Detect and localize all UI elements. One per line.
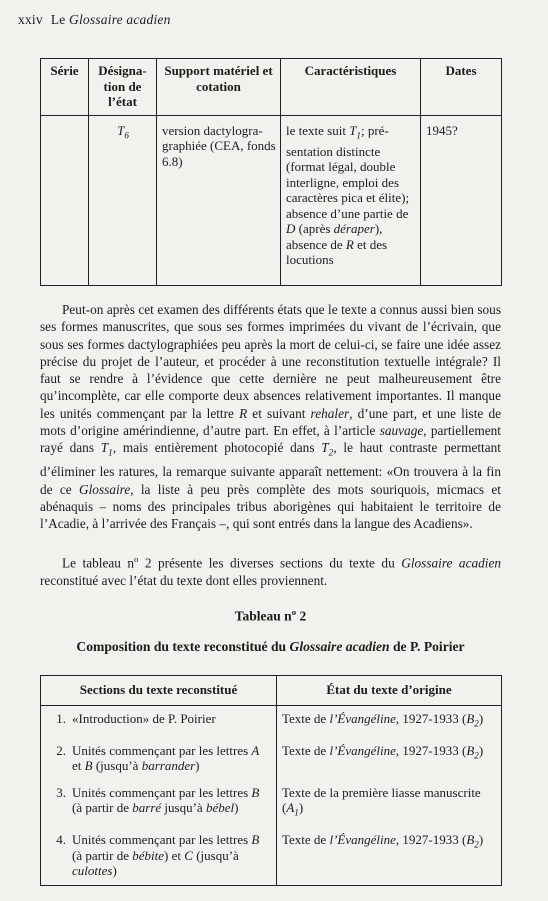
header-dates: Dates	[421, 59, 502, 116]
states-table	[40, 58, 502, 286]
table-title: Tableau $n^o$ 2	[234, 607, 307, 624]
designation-value: $T_6$	[117, 122, 129, 141]
cell-dates: 1945?	[421, 115, 502, 285]
origin-cell: Texte de l’Évangéline, 1927-1933 $(B_2)$	[277, 827, 502, 885]
table-row	[41, 827, 502, 885]
table-subtitle: Composition du texte reconstitué du Glossaire acadien de P. Poirier	[76, 639, 465, 654]
header-support: Support matériel et cotation	[157, 59, 281, 116]
section-cell	[41, 705, 277, 738]
table-row	[41, 115, 502, 285]
origin-cell: Texte de la première liasse manuscrite $(A_1)$	[277, 780, 502, 828]
header-caracteristiques: Caractéristiques	[281, 59, 421, 116]
running-head-title-prefix: Le	[50, 12, 70, 27]
table-row	[41, 705, 502, 738]
running-head-title: Glossaire acadien	[69, 12, 171, 27]
cell-designation	[89, 115, 157, 285]
paragraph-1: Peut-on après cet examen des différents états que le texte a connus aussi bien sous ses formes manuscrites, que sous ses formes imprimées du vivant de l’écrivain, que sous ses formes dactylographiées peu après la mort de celui-ci, se faire une idée assez précise du projet de l’auteur, et procéder à une reconstitution textuelle intégrale? Il faut se rendre à l’évidence que cette dernière ne peut malheureusement être qu’incomplète, car elle comporte deux absences relativement importantes. Il manque les unités commençant par la lettre R et suivant rehaler, d’une part, et une liste de mots d’origine amérindienne, d’autre part. En effet, à l’article sauvage, partiellement rayé dans $T_1$, mais entièrement photocopié dans $T_2$, le haut contraste permettant d’éliminer les ratures, la remarque suivante apparaît nettement: «On trouvera à la fin de ce Glossaire, la liste à peu près complète des mots souriquois, micmacs et abénaquis – noms des principales tribus aborigènes qui habitaient le territoire de l’Acadie, à l’arrivée des Français –, qui sont entrés dans la langue des Acadiens».	[40, 302, 501, 532]
composition-table-header	[41, 676, 502, 706]
origin-cell: Texte de l’Évangéline, 1927-1933 $(B_2)$	[277, 738, 502, 780]
row-number: 4.	[56, 832, 66, 848]
states-table-header	[41, 59, 502, 116]
cell-support: version dactylogra-graphiée (CEA, fonds 6.8)	[157, 115, 281, 285]
page-number: xxiv	[18, 12, 43, 27]
section-text: Unités commençant par les lettres A et B (jusqu’à barrander)	[72, 742, 260, 774]
table-row	[41, 738, 502, 780]
composition-table	[40, 675, 502, 886]
row-number: 1.	[56, 710, 66, 726]
header-origine: État du texte d’origine	[277, 676, 502, 706]
row-number: 3.	[56, 784, 66, 800]
table-row	[41, 780, 502, 828]
section-cell	[41, 738, 277, 780]
header-serie: Série	[41, 59, 89, 116]
running-head	[18, 12, 171, 28]
header-designation: Désigna-tion de l’état	[89, 59, 157, 116]
section-text: Unités commençant par les lettres B (à partir de barré jusqu’à bébel)	[72, 784, 260, 816]
cell-serie	[41, 115, 89, 285]
section-text: Unités commençant par les lettres B (à partir de bébite) et C (jusqu’à culottes)	[72, 832, 260, 879]
cell-caracteristiques: le texte suit $T_1$; pré-sentation distincte (format légal, double interligne, emploi des caractères pica et élite); absence d’une partie de D (après déraper), absence de R et des locutions	[281, 115, 421, 285]
header-sections: Sections du texte reconstitué	[41, 676, 277, 706]
section-cell	[41, 827, 277, 885]
section-text: «Introduction» de P. Poirier	[72, 710, 216, 726]
section-cell	[41, 780, 277, 828]
paragraph-2: Le tableau $n^o$ 2 présente les diverses sections du texte du Glossaire acadien reconstitué avec l’état du texte dont elles proviennent.	[40, 554, 502, 588]
origin-cell: Texte de l’Évangéline, 1927-1933 $(B_2)$	[277, 705, 502, 738]
row-number: 2.	[56, 742, 66, 758]
